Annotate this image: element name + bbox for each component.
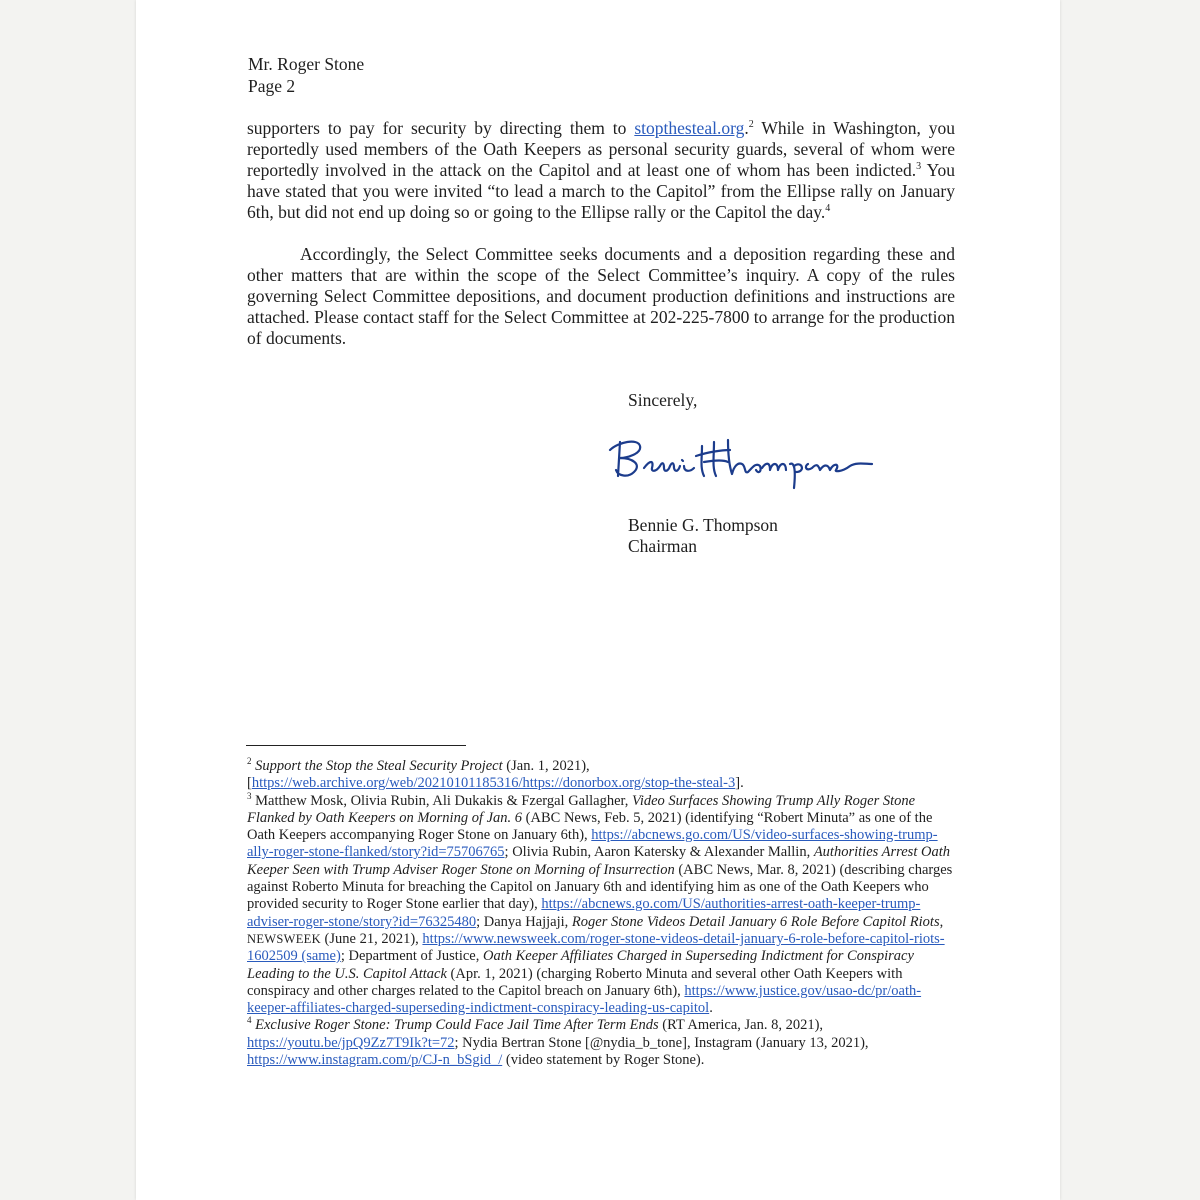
footnote-4-number: 4 (247, 1015, 252, 1026)
footnote-3-number: 3 (247, 790, 252, 801)
footnote-ref-4[interactable]: 4 (825, 203, 831, 215)
footnote-4-text-1: (RT America, Jan. 8, 2021), (658, 1017, 824, 1034)
signer-title: Chairman (628, 536, 698, 556)
footnote-4-title: Exclusive Roger Stone: Trump Could Face Jail Time After Term Ends (255, 1017, 659, 1034)
recipient-line: Mr. Roger Stone (248, 54, 365, 74)
footnote-3-text-2: (ABC News, Mar. 8, 2021) (describing charges against Roberto Minuta for breaching the Capitol on January 6th and identifying him as one of the Oath Keepers who provided security to Roger Stone earlier that day), (247, 861, 953, 913)
paragraph-1-text: supporters to pay for security by directing them to (247, 118, 635, 138)
footnote-3-link-2[interactable]: https://abcnews.go.com/US/authorities-arrest-oath-keeper-trump-adviser-roger-stone/story?id=76325480 (247, 896, 921, 930)
footnote-3-link-1[interactable]: https://abcnews.go.com/US/video-surfaces-showing-trump-ally-roger-stone-flanked/story?id=75706765 (247, 827, 938, 861)
paragraph-1-period: . (744, 118, 749, 138)
paragraph-1-text-2: While in Washington, you reportedly used members of the Oath Keepers as personal security guards, several of whom were reportedly involved in the attack on the Capitol and at least one of whom has been indicted. (247, 118, 955, 180)
footnote-4 (247, 1017, 957, 1069)
footnote-3-authors-3: ; Danya Hajjaji, (476, 913, 572, 930)
letter-page (136, 0, 1060, 1200)
footnote-3-authors-1: Matthew Mosk, Olivia Rubin, Ali Dukakis & Fzergal Gallagher, (255, 792, 633, 809)
closing-salutation: Sincerely, (628, 390, 698, 410)
footnote-3-authors-4: ; Department of Justice, (340, 948, 483, 965)
footnote-4-link-2[interactable]: https://www.instagram.com/p/CJ-n_bSgid_/ (247, 1052, 503, 1069)
footnote-3-title-1: Video Surfaces Showing Trump Ally Roger Stone Flanked by Oath Keepers on Morning of Jan. 6 (247, 792, 916, 826)
footnotes (247, 758, 957, 1069)
paragraph-1 (247, 118, 955, 223)
footnote-3-text-3: (June 21, 2021), (320, 930, 423, 947)
page-number: Page 2 (248, 76, 296, 96)
signature-image (598, 428, 878, 498)
paragraph-2-text: Accordingly, the Select Committee seeks documents and a deposition regarding these and other matters that are within the scope of the Select Committee’s inquiry. A copy of the rules governing Select Committee depositions, and document production definitions and instructions are attached. Please contact staff for the Select Committee at 202-225-7800 to arrange for the production of documents. (247, 244, 955, 348)
footnote-4-link-1[interactable]: https://youtu.be/jpQ9Zz7T9Ik?t=72 (247, 1034, 455, 1051)
footnote-2-text: (Jan. 1, 2021), [ (247, 758, 590, 792)
footnote-3-link-3[interactable]: https://www.newsweek.com/roger-stone-videos-detail-january-6-role-before-capitol-riots-1602509 (same) (247, 930, 945, 965)
footnote-2-link[interactable]: https://web.archive.org/web/20210101185316/https://donorbox.org/stop-the-steal-3 (251, 775, 736, 792)
footnote-3-text-1: (ABC News, Feb. 5, 2021) (identifying “Robert Minuta” as one of the Oath Keepers accompanying Roger Stone on January 6th), (247, 809, 933, 844)
footnote-3-link-4[interactable]: https://www.justice.gov/usao-dc/pr/oath-keeper-affiliates-charged-superseding-indictment-conspiracy-leading-us-capitol (247, 982, 922, 1017)
footnote-3-authors-2: ; Olivia Rubin, Aaron Katersky & Alexander Mallin, (504, 844, 814, 861)
footnote-3-title-4: Oath Keeper Affiliates Charged in Superseding Indictment for Conspiracy Leading to the U.S. Capitol Attack (247, 948, 914, 982)
footnote-2 (247, 758, 957, 793)
footnote-4-text-3: (video statement by Roger Stone). (502, 1052, 705, 1069)
footnote-3-title-2: Authorities Arrest Oath Keeper Seen with Trump Adviser Roger Stone on Morning of Insurrection (247, 844, 950, 878)
paragraph-1-text-3: You have stated that you were invited “to lead a march to the Capitol” from the Ellipse rally on January 6th, but did not end up doing so or going to the Ellipse rally or the Capitol the day. (247, 160, 955, 222)
footnote-2-number: 2 (247, 756, 252, 767)
signer-name: Bennie G. Thompson (628, 515, 778, 535)
footnote-3-publication: NEWSWEEK (247, 931, 321, 946)
paragraph-2 (247, 244, 955, 349)
footnote-4-text-2: ; Nydia Bertran Stone [@nydia_b_tone], Instagram (January 13, 2021), (454, 1034, 869, 1051)
footnote-2-title: Support the Stop the Steal Security Project (255, 758, 503, 774)
footnote-ref-3[interactable]: 3 (916, 161, 922, 173)
footnote-3: $^3$ Matthew Mosk, Olivia Rubin, Ali Dukakis & Fzergal Gallagher, Video Surfaces Showing Trump Ally Roger Stone Flanked by Oath Keepers on Morning of Jan. 6 (ABC News, Feb. 5, 2021) (identifying “Robert Minuta” as one of the Oath Keepers accompanying Roger Stone on January 6th), https://abcnews.go.com/US/video-surfaces-showing-trump-ally-roger-stone-flanked/story?id=75706765; Olivia Rubin, Aaron Katersky & Alexander Mallin, Authorities Arrest Oath Keeper Seen with Trump Adviser Roger Stone on Morning of Insurrection (ABC News, Mar. 8, 2021) (describing charges against Roberto Minuta for breaching the Capitol on January 6th and identifying him as one of the Oath Keepers who provided security to Roger Stone earlier that day), https://abcnews.go.com/US/authorities-arrest-oath-keeper-trump-adviser-roger-stone/story?id=76325480; Danya Hajjaji, Roger Stone Videos Detail January 6 Role Before Capitol Riots, NEWSWEEK (June 21, 2021), https://www.newsweek.com/roger-stone-videos-detail-january-6-role-before-capitol-riots-1602509 (same); Department of Justice, Oath Keeper Affiliates Charged in Superseding Indictment for Conspiracy Leading to the U.S. Capitol Attack (Apr. 1, 2021) (charging Roberto Minuta and several other Oath Keepers with conspiracy and other charges related to the Capitol breach on January 6th), https://www.justice.gov/usao-dc/pr/oath-keeper-affiliates-charged-superseding-indictment-conspiracy-leading-us-capitol. (247, 790, 953, 1017)
footnote-3-end: . (709, 1000, 713, 1017)
footnote-2-end: ]. (735, 775, 744, 792)
footnote-3-title-3: Roger Stone Videos Detail January 6 Role Before Capitol Riots (571, 913, 940, 930)
footnote-3-text-4: (Apr. 1, 2021) (charging Roberto Minuta and several other Oath Keepers with conspiracy and other charges related to the Capitol breach on January 6th), (247, 965, 903, 999)
footnote-ref-2[interactable]: 2 (748, 119, 754, 131)
footnote-separator (246, 745, 466, 746)
stopthesteal-link[interactable]: stopthesteal.org (634, 118, 745, 138)
